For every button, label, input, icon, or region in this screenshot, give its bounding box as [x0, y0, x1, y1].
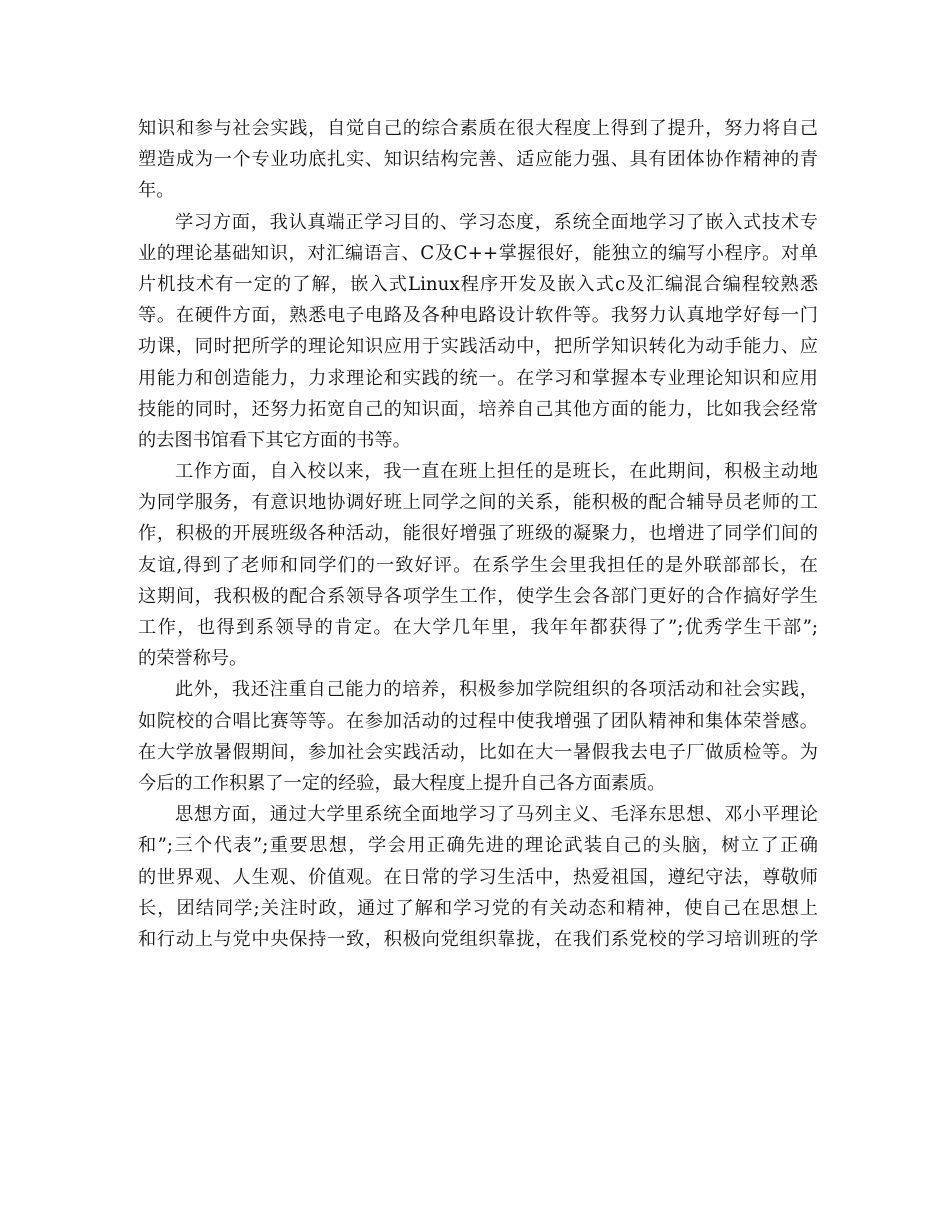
- paragraph-first-line: 思想方面，通过大学里系统全面地学习了马列主义、毛泽东思想、邓小平理论: [175, 804, 818, 826]
- text-line: 在大学放暑假期间，参加社会实践活动，比如在大一暑假我去电子厂做质检等。为: [138, 741, 818, 763]
- text-line: 作，积极的开展班级各种活动，能很好增强了班级的凝聚力，也增进了同学们间的: [138, 523, 818, 545]
- text-line: 业的理论基础知识，对汇编语言、C及C++掌握很好，能独立的编写小程序。对单: [138, 242, 818, 264]
- text-line: 为同学服务，有意识地协调好班上同学之间的关系，能积极的配合辅导员老师的工: [138, 492, 818, 514]
- text-line: 友谊,得到了老师和同学们的一致好评。在系学生会里我担任的是外联部部长，在: [138, 554, 818, 576]
- text-line: 的世界观、人生观、价值观。在日常的学习生活中，热爱祖国，遵纪守法，尊敬师: [138, 866, 818, 888]
- text-line: 知识和参与社会实践，自觉自己的综合素质在很大程度上得到了提升，努力将自己: [138, 118, 818, 139]
- text-line: 片机技术有一定的了解，嵌入式Linux程序开发及嵌入式c及汇编混合编程较熟悉: [138, 273, 818, 295]
- text-line: 和”;三个代表”;重要思想，学会用正确先进的理论武装自己的头脑，树立了正确: [138, 835, 818, 857]
- text-line: 和行动上与党中央保持一致，积极向党组织靠拢，在我们系党校的学习培训班的学: [138, 928, 818, 950]
- text-line: 工作，也得到系领导的肯定。在大学几年里，我年年都获得了”;优秀学生干部”;: [138, 617, 818, 638]
- text-line: 的去图书馆看下其它方面的书等。: [138, 429, 411, 451]
- text-line: 长，团结同学;关注时政，通过了解和学习党的有关动态和精神，使自己在思想上: [138, 897, 818, 919]
- paragraph-first-line: 学习方面，我认真端正学习目的、学习态度，系统全面地学习了嵌入式技术专: [175, 211, 818, 233]
- text-line: 的荣誉称号。: [138, 648, 248, 670]
- text-line: 用能力和创造能力，力求理论和实践的统一。在学习和掌握本专业理论知识和应用: [138, 367, 818, 389]
- paragraph-first-line: 工作方面，自入校以来，我一直在班上担任的是班长，在此期间，积极主动地: [175, 461, 818, 483]
- text-line: 年。: [138, 180, 175, 202]
- text-line: 功课，同时把所学的理论知识应用于实践活动中，把所学知识转化为动手能力、应: [138, 336, 818, 358]
- text-line: 这期间，我积极的配合系领导各项学生工作，使学生会各部门更好的合作搞好学生: [138, 585, 818, 607]
- text-line: 塑造成为一个专业功底扎实、知识结构完善、适应能力强、具有团体协作精神的青: [138, 149, 818, 171]
- document-body: [138, 113, 818, 955]
- text-line: 等。在硬件方面，熟悉电子电路及各种电路设计软件等。我努力认真地学好每一门: [138, 305, 818, 327]
- text-line: 今后的工作积累了一定的经验，最大程度上提升自己各方面素质。: [138, 772, 666, 794]
- text-line: 技能的同时，还努力拓宽自己的知识面，培养自己其他方面的能力，比如我会经常: [138, 398, 818, 420]
- text-line: 如院校的合唱比赛等等。在参加活动的过程中使我增强了团队精神和集体荣誉感。: [138, 710, 818, 732]
- paragraph-first-line: 此外，我还注重自己能力的培养，积极参加学院组织的各项活动和社会实践，: [175, 679, 818, 701]
